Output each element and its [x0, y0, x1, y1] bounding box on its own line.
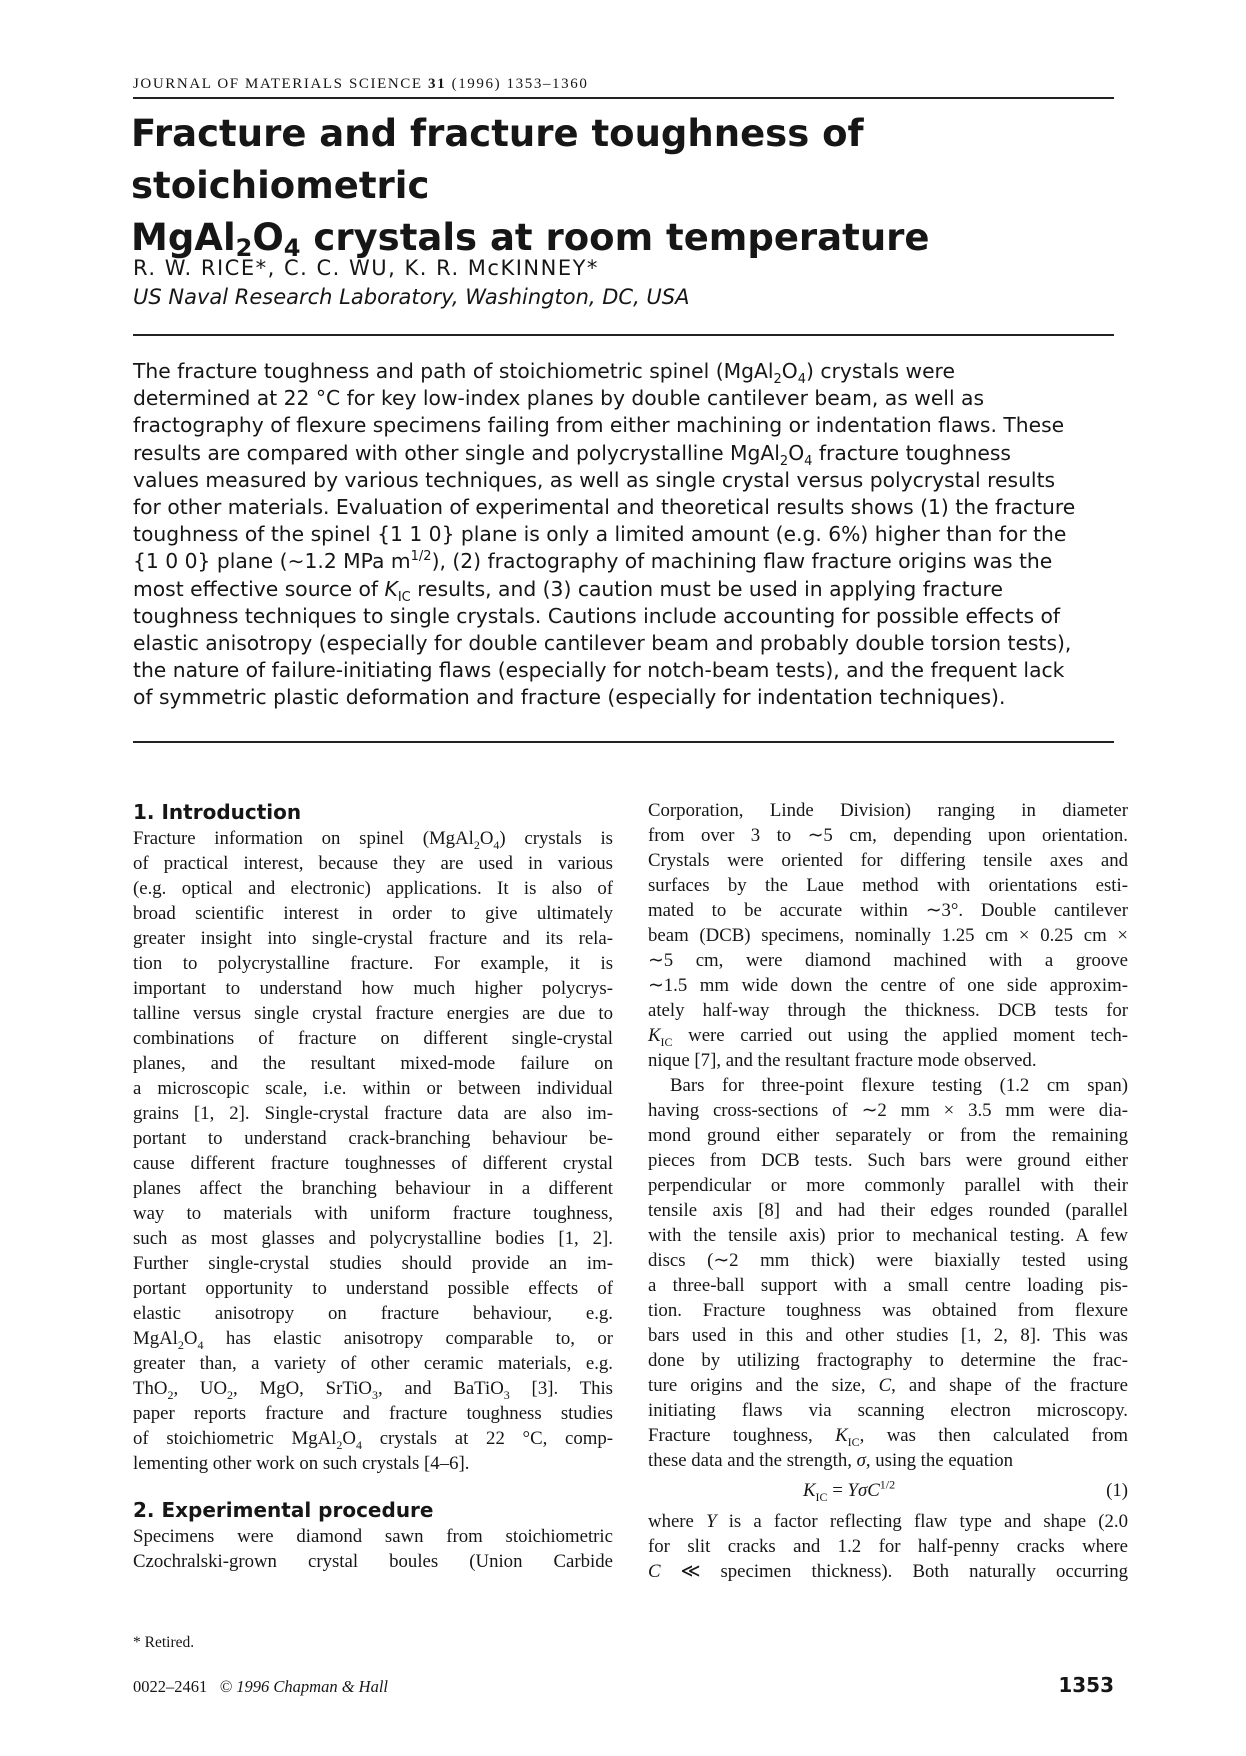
- article-title: Fracture and fracture toughness of stoichiometric $MgAl_2O_4$ crystals at room temperature: [131, 112, 930, 262]
- author-list: R. W. RICE*, C. C. WU, K. R. McKINNEY*: [133, 256, 599, 280]
- left-column: [133, 798, 613, 1574]
- experimental-paragraph-continued: Corporation, Linde Division) ranging in diameter from over 3 to ∼5 cm, depending upon orientation. Crystals were oriented for differing tensile axes and surfaces by the Laue method with orientations esti- mated to be accurate within ∼3°. Double cantilever beam (DCB) specimens, nominally 1.25 cm × 0.25 cm × ∼5 cm, were diamond machined with a groove ∼1.5 mm wide down the centre of one side approxim- ately half-way through the thickness. DCB tests for $K_{IC}$ were carried out using the applied moment tech- nique [7], and the resultant fracture mode observed.: [648, 800, 1128, 1071]
- experimental-paragraph: Specimens were diamond sawn from stoichiometric Czochralski-grown crystal boules (Union Carbide: [133, 1526, 613, 1572]
- footer-issn: 0022–2461 © 1996 Chapman & Hall: [133, 1677, 389, 1696]
- right-column: [648, 798, 1128, 1584]
- equation-number: (1): [1106, 1480, 1128, 1501]
- page-number: 1353: [1058, 1673, 1114, 1697]
- flexure-paragraph: Bars for three-point flexure testing (1.2 cm span) having cross-sections of ∼2 mm × 3.5 mm were dia- mond ground either separately or from the remaining pieces from DCB tests. Such bars were ground either perpendicular or more commonly parallel with their tensile axis [8] and had their edges rounded (parallel with the tensile axis) prior to mechanical testing. A few discs (∼2 mm thick) were biaxially tested using a three-ball support with a small centre loading pis- tion. Fracture toughness was obtained from flexure bars used in this and other studies [1, 2, 8]. This was done by utilizing fractography to determine the frac- ture origins and the size, C, and shape of the fracture initiating flaws via scanning electron microscopy. Fracture toughness, $K_{IC}$, was then calculated from these data and the strength, σ, using the equation: [648, 1075, 1128, 1471]
- footnote: * Retired.: [133, 1634, 195, 1651]
- journal-volume: 31: [428, 76, 447, 92]
- journal-name: JOURNAL OF MATERIALS SCIENCE: [133, 76, 423, 92]
- equation-body: $K_{IC} = Y\sigma C^{1/2}$: [803, 1477, 896, 1504]
- equation-explanation-paragraph: where Y is a factor reflecting flaw type and shape (2.0 for slit cracks and 1.2 for half-penny cracks where C ≪ specimen thickness). Both naturally occurring: [648, 1511, 1128, 1582]
- introduction-paragraph: Fracture information on spinel $(MgAl_2O_4)$ crystals is of practical interest, because they are used in various (e.g. optical and electronic) applications. It is also of broad scientific interest in order to give ultimately greater insight into single-crystal fracture and its rela- tion to polycrystalline fracture. For example, it is important to understand how much higher polycrys- talline versus single crystal fracture energies are due to combinations of fracture on different single-crystal planes, and the resultant mixed-mode failure on a microscopic scale, i.e. within or between individual grains [1, 2]. Single-crystal fracture data are also im- portant to understand crack-branching behaviour be- cause different fracture toughnesses of different crystal planes affect the branching behaviour in a different way to materials with uniform fracture toughness, such as most glasses and polycrystalline bodies [1, 2]. Further single-crystal studies should provide an im- portant opportunity to understand possible effects of elastic anisotropy on fracture behaviour, e.g. $MgAl_2O_4$ has elastic anisotropy comparable to, or greater than, a variety of other ceramic materials, e.g. ThO$_2$, $UO_2$, MgO, SrTiO$_3$, and BaTiO$_3$ [3]. This paper reports fracture and fracture toughness studies of stoichiometric $MgAl_2O_4$ crystals at 22 °C, comp- lementing other work on such crystals [4–6].: [133, 828, 613, 1474]
- journal-year-pages: (1996) 1353–1360: [451, 76, 589, 92]
- author-affiliation: US Naval Research Laboratory, Washington, DC, USA: [133, 285, 690, 309]
- abstract: The fracture toughness and path of stoichiometric spinel $(MgAl_2O_4)$ crystals were determined at 22 °C for key low-index planes by double cantilever beam, as well as fractography of flexure specimens failing from either machining or indentation flaws. These results are compared with other single and polycrystalline $MgAl_2O_4$ fracture toughness values measured by various techniques, as well as single crystal versus polycrystal results for other materials. Evaluation of experimental and theoretical results shows (1) the fracture toughness of the spinel {1 1 0} plane is only a limited amount (e.g. 6%) higher than for the {1 0 0} plane (∼1.2 MPa $m^{1/2}$), (2) fractography of machining flaw fracture origins was the most effective source of $K_{IC}$ results, and (3) caution must be used in applying fracture toughness techniques to single crystals. Cautions include accounting for possible effects of elastic anisotropy (especially for double cantilever beam and probably double torsion tests), the nature of failure-initiating flaws (especially for notch-beam tests), and the frequent lack of symmetric plastic deformation and fracture (especially for indentation techniques).: [133, 359, 1076, 710]
- abstract-bottom-rule: [133, 741, 1114, 743]
- section-heading-introduction: 1. Introduction: [133, 800, 302, 824]
- abstract-top-rule: [133, 334, 1114, 336]
- section-heading-experimental: 2. Experimental procedure: [133, 1498, 434, 1522]
- footer-copyright: © 1996 Chapman & Hall: [219, 1677, 389, 1696]
- journal-header: [133, 76, 588, 93]
- header-rule: [133, 97, 1114, 99]
- equation-1: [648, 1473, 1128, 1509]
